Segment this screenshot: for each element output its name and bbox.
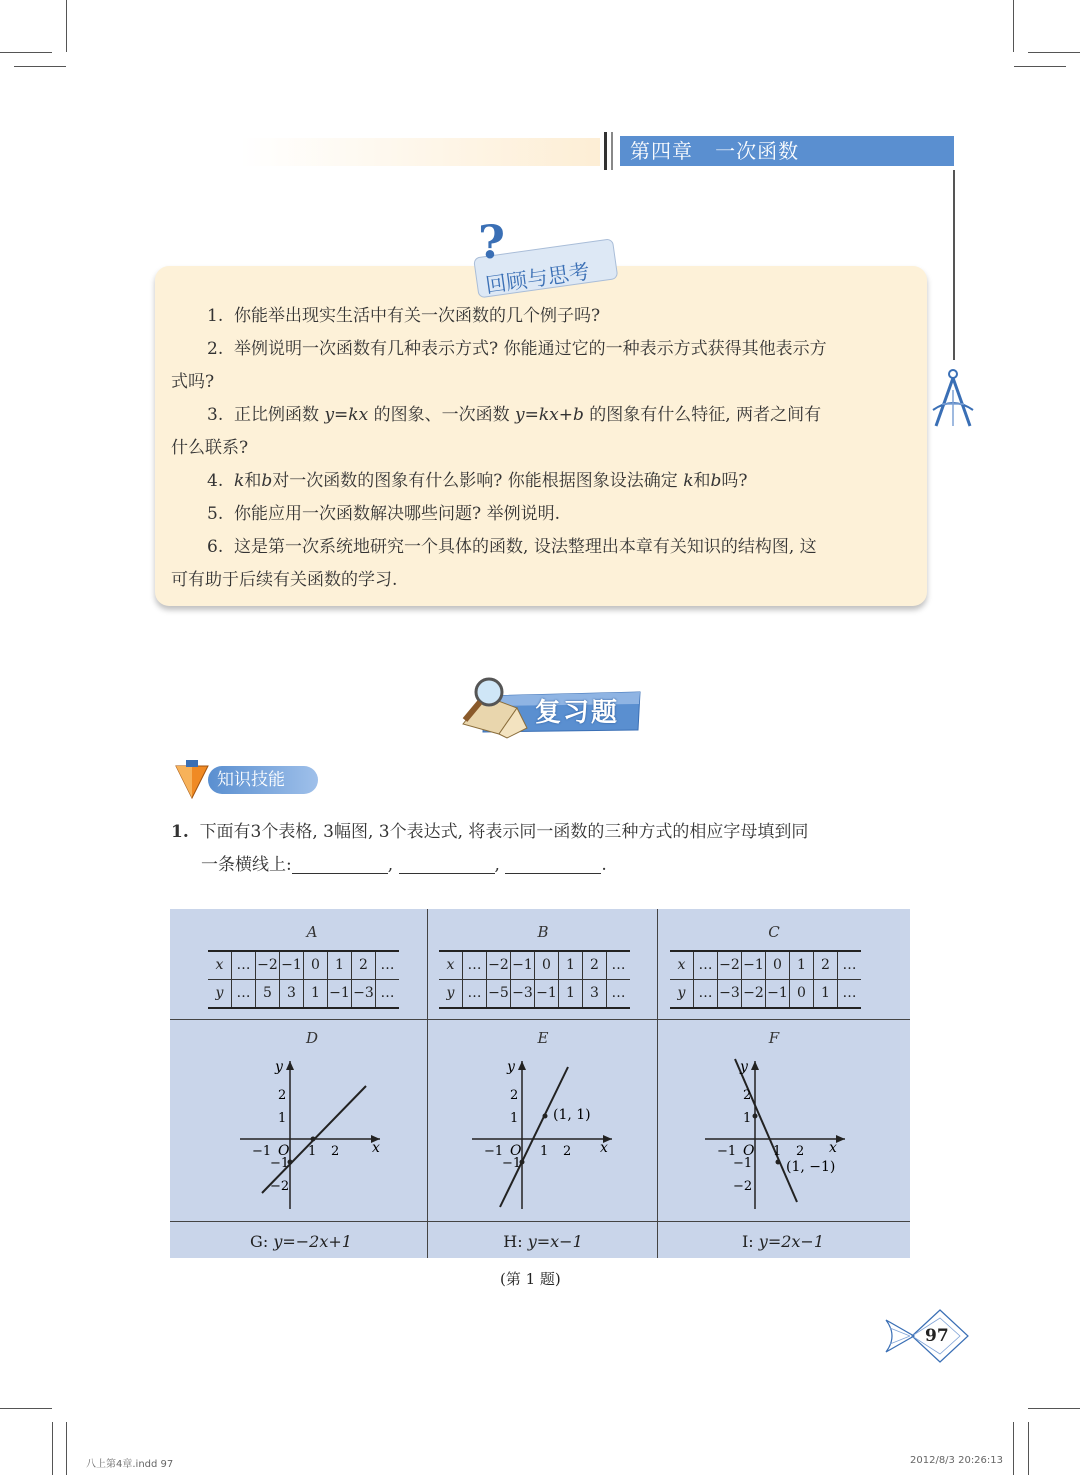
highlighted-point [543, 1114, 548, 1119]
table-cell: 0 [304, 951, 328, 980]
panel-divider [657, 909, 658, 1258]
table-cell: 1 [790, 951, 814, 980]
page-number: 97 [925, 1326, 949, 1346]
chapter-label: 第四章 [630, 139, 693, 163]
question-1-line [171, 849, 911, 882]
crop-mark [1014, 66, 1066, 67]
item-text: 可有助于后续有关函数的学习. [171, 570, 398, 590]
question-1 [171, 816, 911, 882]
tick-label: 2 [510, 1088, 519, 1103]
tick-label: −1 [717, 1144, 737, 1159]
origin-label: O [510, 1143, 522, 1159]
table-cell: 0 [766, 951, 790, 980]
book-magnifier-icon [463, 679, 527, 738]
table-cell: 1 [559, 951, 583, 980]
table-cell: … [232, 951, 256, 980]
item-text: 式吗? [171, 372, 215, 392]
item-text: 什么联系? [171, 438, 249, 458]
expression-g [178, 1232, 424, 1251]
item-text: 和 [693, 471, 711, 491]
table-cell: x [439, 951, 463, 980]
crop-mark [14, 66, 66, 67]
table-cell: … [838, 980, 862, 1009]
item-number: 3. [207, 405, 224, 425]
answer-blank[interactable] [505, 853, 601, 874]
table-cell: … [607, 980, 631, 1009]
table-cell: 2 [814, 951, 838, 980]
item-text: 吗? [721, 471, 748, 491]
crop-mark [1013, 0, 1014, 52]
table-cell: −2 [487, 951, 511, 980]
crop-mark [1013, 1422, 1014, 1475]
point-label: (1, −1) [786, 1159, 836, 1175]
table-cell: 1 [328, 951, 352, 980]
table-label: B [537, 923, 549, 941]
table-cell: −3 [511, 980, 535, 1009]
variable: k [234, 471, 245, 491]
table-cell: … [376, 980, 400, 1009]
item-text: 的图象有什么特征, 两者之间有 [589, 405, 822, 425]
graph-label: D [305, 1029, 319, 1047]
y-axis-label: y [507, 1059, 515, 1075]
panel-divider [170, 1221, 910, 1222]
question-number: 1. [171, 822, 189, 842]
item-number: 2. [207, 339, 224, 359]
answer-blank[interactable] [399, 853, 495, 874]
x-axis-label: x [829, 1140, 837, 1156]
item-text: 和 [244, 471, 262, 491]
graph-label: E [537, 1029, 549, 1047]
question-text: 一条横线上: [201, 855, 292, 875]
tick-label: −1 [270, 1156, 290, 1171]
review-badge-label: 回顾与思考 [483, 259, 592, 298]
tick-label: 2 [331, 1144, 340, 1159]
table-cell: −1 [535, 980, 559, 1009]
crop-mark [1028, 52, 1080, 53]
intercept-point [753, 1114, 758, 1119]
variable: b [261, 471, 273, 491]
chapter-header-divider [604, 132, 607, 170]
pencil-icon [174, 760, 210, 800]
tick-label: 1 [308, 1144, 317, 1159]
y-axis-arrow [286, 1061, 294, 1070]
figure-caption: (第 1 题) [500, 1270, 561, 1288]
highlighted-point [776, 1160, 781, 1165]
question-1-line [171, 816, 911, 849]
table-cell: 0 [790, 980, 814, 1009]
item-number: 5. [207, 504, 224, 524]
item-text: 你能举出现实生活中有关一次函数的几个例子吗? [234, 306, 601, 326]
item-text: 举例说明一次函数有几种表示方式? 你能通过它的一种表示方式获得其他表示方 [234, 339, 827, 359]
question-text: 下面有3个表格, 3幅图, 3个表达式, 将表示同一函数的三种方式的相应字母填到同 [199, 822, 809, 842]
tick-label: 1 [278, 1111, 287, 1126]
intercept-point [311, 1137, 316, 1142]
table-cell: −2 [718, 951, 742, 980]
y-axis-label: y [275, 1059, 283, 1075]
table-cell: 1 [559, 980, 583, 1009]
expression-formula: y=−2x+1 [273, 1232, 352, 1251]
answer-blank[interactable] [292, 853, 388, 874]
question-mark-icon: ? [478, 220, 505, 269]
graph-d [230, 1049, 390, 1219]
table-cell: −5 [487, 980, 511, 1009]
item-text: 正比例函数 [234, 405, 320, 425]
expression-label: H: [503, 1232, 523, 1251]
crop-mark [1028, 1422, 1029, 1475]
tick-label: −1 [484, 1144, 504, 1159]
graph-e [462, 1049, 622, 1219]
table-cell: −2 [742, 980, 766, 1009]
separator: . [601, 855, 607, 875]
item-number: 1. [207, 306, 224, 326]
point-label: (1, 1) [553, 1107, 591, 1123]
tick-label: 1 [773, 1144, 782, 1159]
separator: , [387, 855, 394, 875]
table-cell: −1 [328, 980, 352, 1009]
y-axis-arrow [518, 1061, 526, 1070]
table-cell: −3 [352, 980, 376, 1009]
table-cell: x [670, 951, 694, 980]
tick-label: 2 [563, 1144, 572, 1159]
graph-label: F [768, 1029, 780, 1047]
tick-label: 2 [796, 1144, 805, 1159]
chapter-name: 一次函数 [715, 139, 800, 163]
panel-divider [427, 909, 428, 1258]
table-cell: … [463, 980, 487, 1009]
value-table-b [439, 950, 630, 1009]
review-item-3-cont [171, 432, 911, 465]
tick-label: −1 [733, 1156, 753, 1171]
footer-file: 八上第4章.indd 97 [86, 1459, 174, 1470]
table-cell: −1 [511, 951, 535, 980]
table-cell: −1 [742, 951, 766, 980]
expression-label: G: [250, 1232, 269, 1251]
review-item-6 [171, 531, 911, 564]
panel-divider [170, 1019, 910, 1020]
review-item-1 [171, 300, 911, 333]
table-cell: −2 [256, 951, 280, 980]
table-cell: … [694, 980, 718, 1009]
table-cell: x [208, 951, 232, 980]
expression-h [420, 1232, 666, 1251]
tick-label: 1 [510, 1111, 519, 1126]
tick-label: −1 [502, 1156, 522, 1171]
origin-label: O [278, 1143, 290, 1159]
crop-mark [52, 1422, 53, 1475]
table-cell: … [232, 980, 256, 1009]
crop-mark [1028, 1408, 1080, 1409]
table-cell: −3 [718, 980, 742, 1009]
expression-i [660, 1232, 906, 1251]
review-item-6-cont [171, 564, 911, 597]
table-cell: 3 [583, 980, 607, 1009]
y-axis-arrow [751, 1061, 759, 1070]
table-cell: y [670, 980, 694, 1009]
chapter-side-line [953, 170, 955, 360]
item-number: 4. [207, 471, 224, 491]
y-axis-label: y [740, 1059, 748, 1075]
crop-mark [0, 52, 52, 53]
table-cell: … [376, 951, 400, 980]
crop-mark [0, 1408, 52, 1409]
item-text: 的图象、一次函数 [373, 405, 510, 425]
expression-formula: y=2x−1 [758, 1232, 825, 1251]
x-axis-label: x [600, 1140, 608, 1156]
table-cell: … [463, 951, 487, 980]
table-cell: 0 [535, 951, 559, 980]
table-cell: … [694, 951, 718, 980]
item-number: 6. [207, 537, 224, 557]
chapter-title [620, 136, 954, 166]
table-cell: y [208, 980, 232, 1009]
x-axis-arrow [836, 1135, 845, 1143]
variable: k [683, 471, 694, 491]
review-item-5 [171, 498, 911, 531]
item-text: 你能应用一次函数解决哪些问题? 举例说明. [234, 504, 560, 524]
table-cell: 1 [304, 980, 328, 1009]
review-item-2-cont [171, 366, 911, 399]
tick-label: −1 [252, 1144, 272, 1159]
table-cell: −1 [766, 980, 790, 1009]
expression-formula: y=x−1 [527, 1232, 583, 1251]
x-axis-label: x [372, 1140, 380, 1156]
tick-label: 2 [278, 1088, 287, 1103]
tick-label: −2 [733, 1179, 753, 1194]
exercise-title: 复习题 [535, 698, 620, 728]
table-label: A [306, 923, 318, 941]
compass-icon [928, 368, 978, 430]
formula: y=kx+b [515, 405, 584, 425]
tick-label: 1 [743, 1111, 752, 1126]
table-cell: 1 [814, 980, 838, 1009]
crop-mark [66, 0, 67, 52]
variable: b [710, 471, 722, 491]
table-cell: y [439, 980, 463, 1009]
figure-panel [170, 909, 910, 1258]
review-item-4 [171, 465, 911, 498]
value-table-a [208, 950, 399, 1009]
origin-label: O [743, 1143, 755, 1159]
table-cell: … [838, 951, 862, 980]
chapter-header-divider [611, 132, 613, 170]
table-cell: 2 [352, 951, 376, 980]
tick-label: −2 [270, 1179, 290, 1194]
chapter-header-gradient [240, 138, 600, 166]
graph-f [695, 1049, 855, 1219]
formula: y=kx [324, 405, 369, 425]
table-cell: 2 [583, 951, 607, 980]
review-badge [468, 220, 628, 300]
expression-label: I: [741, 1232, 754, 1251]
table-cell: 5 [256, 980, 280, 1009]
tick-label: 1 [540, 1144, 549, 1159]
table-cell: … [607, 951, 631, 980]
review-item-2 [171, 333, 911, 366]
crop-mark [66, 1422, 67, 1475]
tick-label: 2 [743, 1088, 752, 1103]
item-text: 这是第一次系统地研究一个具体的函数, 设法整理出本章有关知识的结构图, 这 [234, 537, 817, 557]
review-questions [171, 300, 911, 597]
item-text: 对一次函数的图象有什么影响? 你能根据图象设法确定 [272, 471, 678, 491]
value-table-c [670, 950, 861, 1009]
table-cell: −1 [280, 951, 304, 980]
skill-section-label: 知识技能 [217, 770, 285, 790]
separator: , [494, 855, 500, 875]
review-item-3 [171, 399, 911, 432]
footer-timestamp: 2012/8/3 20:26:13 [910, 1455, 1004, 1466]
table-cell: 3 [280, 980, 304, 1009]
table-label: C [768, 923, 780, 941]
